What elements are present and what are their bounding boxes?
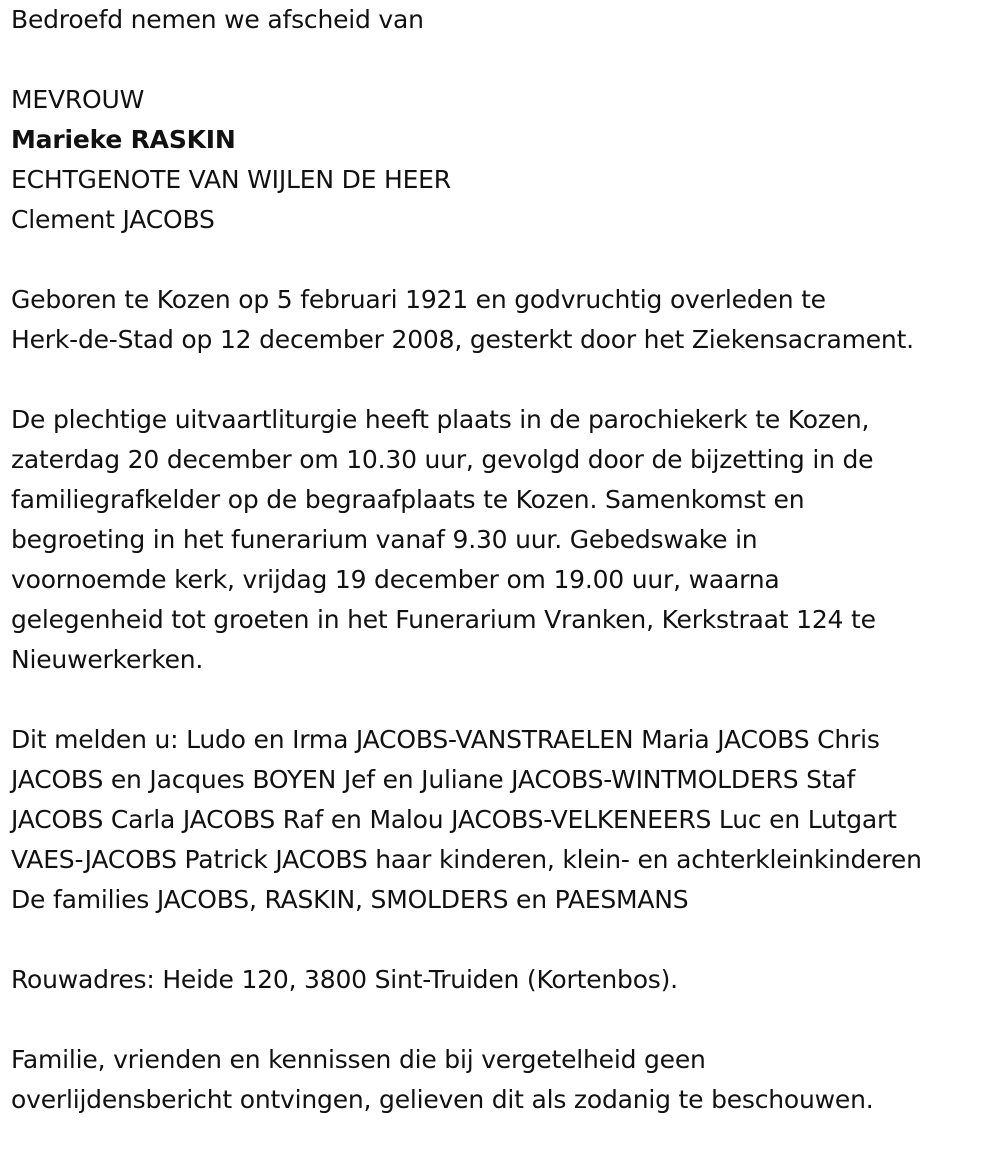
spacer <box>11 1000 991 1040</box>
paragraph-line: VAES-JACOBS Patrick JACOBS haar kinderen, klein- en achterkleinkinderen <box>11 845 922 874</box>
paragraph-line: Geboren te Kozen op 5 februari 1921 en godvruchtig overleden te <box>11 285 826 314</box>
paragraph-line: gelegenheid tot groeten in het Funerarium Vranken, Kerkstraat 124 te <box>11 605 876 634</box>
paragraph-line: Nieuwerkerken. <box>11 645 204 674</box>
spacer <box>11 920 991 960</box>
funeral-paragraph <box>11 400 991 680</box>
mourning-address: Rouwadres: Heide 120, 3800 Sint-Truiden (Kortenbos). <box>11 965 678 994</box>
paragraph-line: Herk-de-Stad op 12 december 2008, gesterkt door het Ziekensacrament. <box>11 325 914 354</box>
spacer <box>11 240 991 280</box>
relation-text: ECHTGENOTE VAN WIJLEN DE HEER <box>11 165 451 194</box>
paragraph-line: Dit melden u: Ludo en Irma JACOBS-VANSTRAELEN Maria JACOBS Chris <box>11 725 880 754</box>
paragraph-line: familiegrafkelder op de begraafplaats te Kozen. Samenkomst en <box>11 485 805 514</box>
paragraph-line: Familie, vrienden en kennissen die bij vergetelheid geen <box>11 1045 706 1074</box>
spacer <box>11 40 991 80</box>
spacer <box>11 360 991 400</box>
closing-paragraph <box>11 1040 991 1120</box>
paragraph-line: begroeting in het funerarium vanaf 9.30 uur. Gebedswake in <box>11 525 758 554</box>
announcers-paragraph <box>11 720 991 920</box>
spouse-name: Clement JACOBS <box>11 205 215 234</box>
paragraph-line: De families JACOBS, RASKIN, SMOLDERS en PAESMANS <box>11 885 689 914</box>
paragraph-line: overlijdensbericht ontvingen, gelieven dit als zodanig te beschouwen. <box>11 1085 874 1114</box>
birth-death-paragraph <box>11 280 991 360</box>
paragraph-line: voornoemde kerk, vrijdag 19 december om 19.00 uur, waarna <box>11 565 780 594</box>
spacer <box>11 680 991 720</box>
paragraph-line: JACOBS en Jacques BOYEN Jef en Juliane JACOBS-WINTMOLDERS Staf <box>11 765 856 794</box>
honorific-title: MEVROUW <box>11 85 145 114</box>
paragraph-line: De plechtige uitvaartliturgie heeft plaats in de parochiekerk te Kozen, <box>11 405 870 434</box>
obituary-notice <box>11 0 991 1120</box>
paragraph-line: zaterdag 20 december om 10.30 uur, gevolgd door de bijzetting in de <box>11 445 874 474</box>
deceased-name: Marieke RASKIN <box>11 125 236 154</box>
intro-text: Bedroefd nemen we afscheid van <box>11 5 424 34</box>
paragraph-line: JACOBS Carla JACOBS Raf en Malou JACOBS-VELKENEERS Luc en Lutgart <box>11 805 897 834</box>
